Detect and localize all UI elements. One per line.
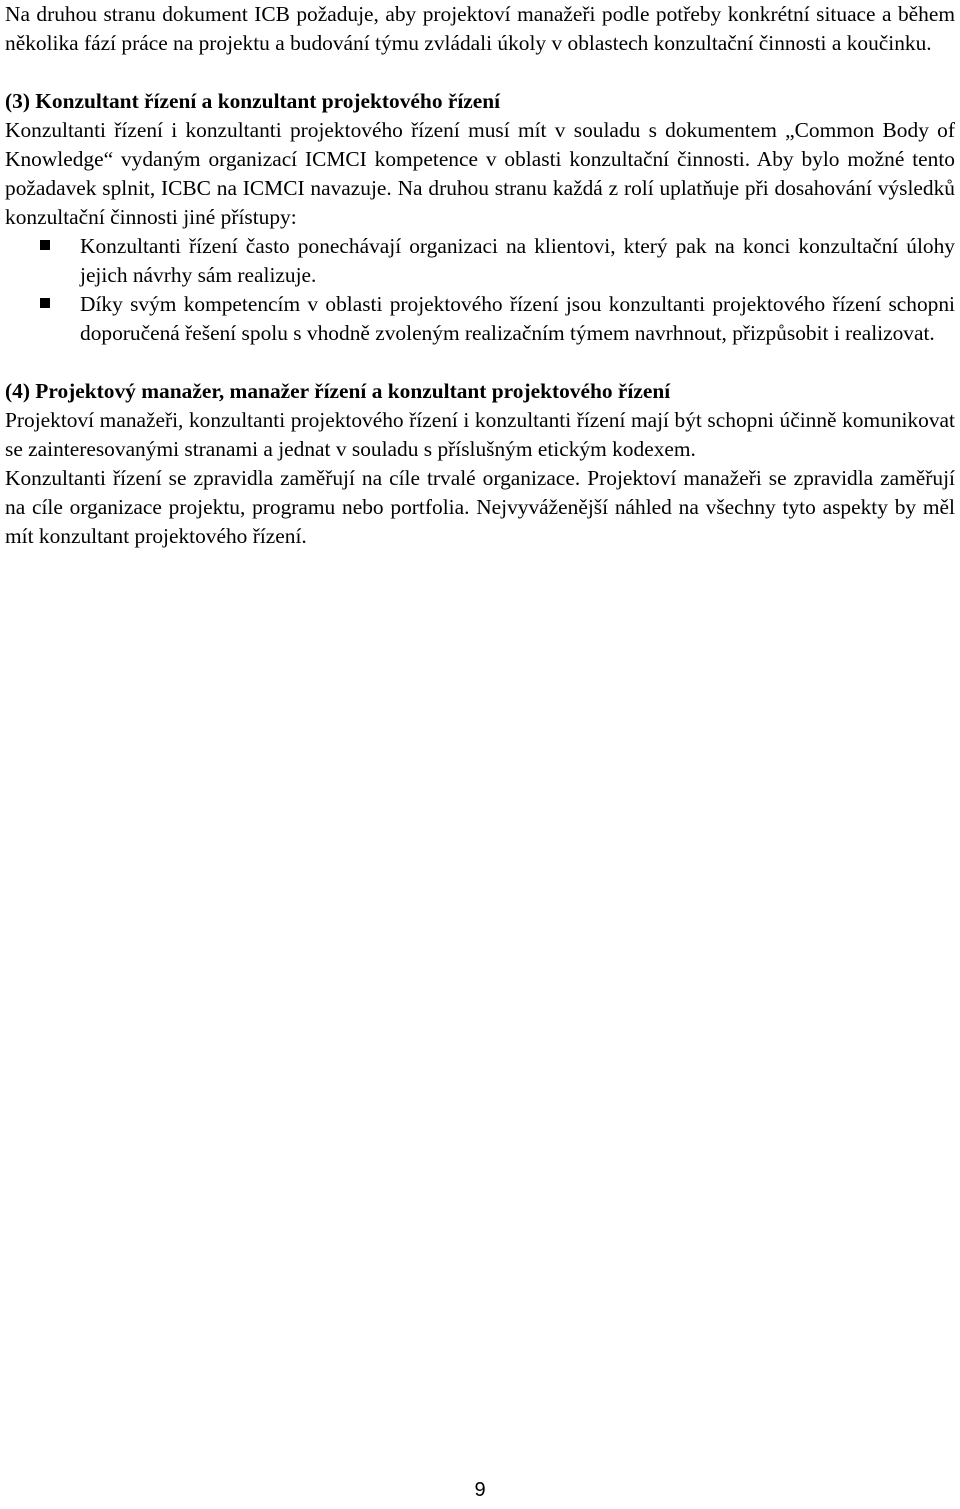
section-3-paragraph: Konzultanti řízení i konzultanti projektového řízení musí mít v souladu s dokumentem „Common Body of Knowledge“ vydaným organizací ICMCI kompetence v oblasti konzultační činnosti. Aby bylo možné tento požadavek splnit, ICBC na ICMCI navazuje. Na druhou stranu každá z rolí uplatňuje při dosahování výsledků konzultační činnosti jiné přístupy: [5,118,955,229]
bullet-text: Díky svým kompetencím v oblasti projektového řízení jsou konzultanti projektového řízení schopni doporučená řešení spolu s vhodně zvoleným realizačním týmem navrhnout, přizpůsobit i realizovat. [80,292,955,345]
bullet-item [5,232,955,290]
square-bullet-icon [40,298,50,308]
square-bullet-icon [40,240,50,250]
page-number: 9 [474,1479,486,1501]
document-page [5,0,955,551]
section-4-paragraph-1: Projektoví manažeři, konzultanti projektového řízení i konzultanti řízení mají být schopni účinně komunikovat se zainteresovanými stranami a jednat v souladu s příslušným etickým kodexem. [5,408,955,461]
intro-paragraph: Na druhou stranu dokument ICB požaduje, aby projektoví manažeři podle potřeby konkrétní situace a během několika fází práce na projektu a budování týmu zvládali úkoly v oblastech konzultační činnosti a koučinku. [5,2,955,55]
section-3-bullet-list [5,232,955,348]
section-4-paragraph-2: Konzultanti řízení se zpravidla zaměřují na cíle trvalé organizace. Projektoví manažeři se zpravidla zaměřují na cíle organizace projektu, programu nebo portfolia. Nejvyváženější náhled na všechny tyto aspekty by měl mít konzultant projektového řízení. [5,466,955,548]
section-3-heading: (3) Konzultant řízení a konzultant projektového řízení [5,89,501,113]
section-4-heading: (4) Projektový manažer, manažer řízení a konzultant projektového řízení [5,379,671,403]
bullet-item [5,290,955,348]
bullet-text: Konzultanti řízení často ponechávají organizaci na klientovi, který pak na konci konzultační úlohy jejich návrhy sám realizuje. [80,234,955,287]
